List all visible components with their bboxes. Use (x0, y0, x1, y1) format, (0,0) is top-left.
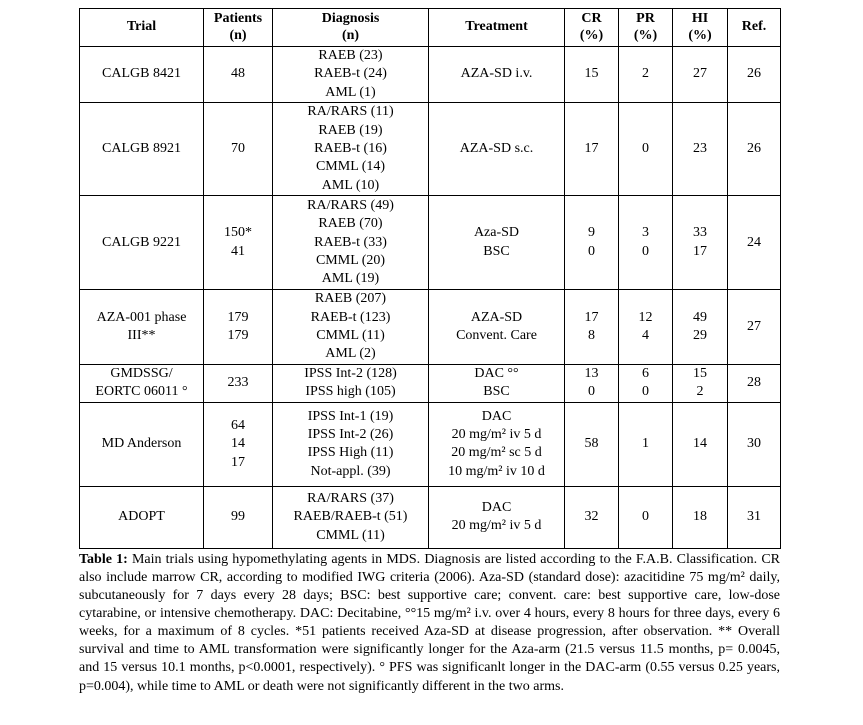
cell-diagnosis (273, 290, 429, 365)
table-row (80, 196, 781, 290)
cell-line: 9 (588, 225, 595, 241)
cell-line: RAEB (23) (318, 48, 383, 63)
cell-line: BSC (483, 243, 510, 259)
cell-cr (565, 196, 619, 290)
cell-line: CMML (14) (315, 159, 386, 175)
cell-line: 26 (747, 66, 761, 82)
cell-cr (565, 402, 619, 486)
cell-line: III** (127, 328, 156, 344)
cell-treatment (429, 486, 565, 548)
cell-line: 20 mg/m² iv 5 d (451, 518, 542, 534)
cell-line: CALGB 8921 (102, 141, 181, 157)
cell-ref (728, 402, 781, 486)
cell-pr (619, 364, 673, 402)
cell-line: 30 (747, 436, 761, 452)
cell-line: RAEB (19) (318, 122, 383, 138)
cell-ref (728, 196, 781, 290)
cell-diagnosis (273, 402, 429, 486)
cell-line: EORTC 06011 ° (95, 384, 188, 400)
cell-patients (204, 290, 273, 365)
cell-line: 31 (747, 509, 761, 525)
cell-trial (80, 103, 204, 196)
cell-line: 4 (642, 328, 649, 344)
cell-patients (204, 47, 273, 103)
cell-line: 0 (642, 141, 649, 157)
cell-line: 15 (584, 66, 599, 82)
cell-line: 41 (231, 243, 245, 259)
cell-treatment (429, 103, 565, 196)
cell-line: 20 mg/m² iv 5 d (451, 426, 542, 442)
cell-line: 150* (224, 225, 252, 241)
cell-line: 3 (642, 225, 649, 241)
header-line: Trial (126, 19, 157, 35)
cell-line: RA/RARS (37) (307, 490, 394, 506)
table-row (80, 47, 781, 103)
cell-ref (728, 486, 781, 548)
cell-ref (728, 103, 781, 196)
header-line: (%) (579, 27, 604, 43)
cell-pr (619, 103, 673, 196)
cell-hi (673, 402, 728, 486)
cell-treatment (429, 290, 565, 365)
cell-patients (204, 402, 273, 486)
cell-line: 8 (588, 328, 595, 344)
cell-cr (565, 290, 619, 365)
cell-line: 0 (588, 384, 595, 400)
cell-line: BSC (483, 384, 510, 400)
cell-line: DAC °° (474, 365, 519, 381)
cell-line: 14 (231, 436, 245, 452)
cell-pr (619, 402, 673, 486)
cell-line: 99 (231, 509, 245, 525)
cell-line: 17 (693, 243, 707, 259)
cell-line: 18 (693, 509, 707, 525)
cell-ref (728, 47, 781, 103)
header-line: CR (581, 11, 602, 26)
cell-line: AZA-SD (470, 309, 523, 325)
cell-line: 2 (696, 384, 704, 400)
cell-line: GMDSSG/ (110, 365, 173, 381)
cell-line: MD Anderson (101, 436, 182, 452)
cell-trial (80, 290, 204, 365)
cell-line: IPSS high (105) (305, 384, 396, 400)
header-line: (%) (633, 27, 658, 43)
cell-line: ADOPT (118, 509, 165, 525)
cell-line: AML (1) (325, 84, 376, 100)
header-line: (n) (229, 27, 247, 43)
cell-line: 12 (638, 309, 653, 325)
cell-trial (80, 196, 204, 290)
cell-trial (80, 364, 204, 402)
cell-line: AML (19) (321, 271, 380, 287)
cell-line: 70 (231, 141, 245, 157)
cell-pr (619, 486, 673, 548)
header-line: Patients (213, 11, 263, 26)
cell-line: RA/RARS (49) (307, 197, 394, 213)
cell-line: IPSS Int-1 (19) (307, 408, 394, 424)
table-row (80, 290, 781, 365)
header-row (80, 9, 781, 47)
header-hi (673, 9, 728, 47)
cell-line: AML (10) (321, 177, 380, 193)
cell-diagnosis (273, 364, 429, 402)
cell-line: AML (2) (325, 346, 376, 362)
cell-line: 28 (747, 375, 761, 391)
header-cr (565, 9, 619, 47)
cell-line: 2 (642, 66, 649, 82)
cell-hi (673, 290, 728, 365)
header-line: (%) (688, 27, 712, 43)
cell-treatment (429, 402, 565, 486)
cell-hi (673, 47, 728, 103)
cell-diagnosis (273, 103, 429, 196)
cell-treatment (429, 196, 565, 290)
cell-line: 0 (642, 243, 649, 259)
cell-hi (673, 103, 728, 196)
cell-line: CMML (11) (316, 328, 385, 344)
header-patients (204, 9, 273, 47)
cell-line: AZA-SD i.v. (460, 66, 533, 82)
cell-line: 233 (227, 375, 249, 391)
cell-line: RAEB (70) (318, 216, 383, 232)
cell-pr (619, 290, 673, 365)
cell-pr (619, 196, 673, 290)
cell-line: 49 (693, 309, 707, 325)
cell-patients (204, 364, 273, 402)
cell-line: CMML (11) (316, 527, 385, 543)
cell-line: 179 (227, 328, 249, 344)
cell-line: 1 (642, 436, 649, 452)
header-line: Treatment (465, 19, 528, 35)
cell-line: 24 (747, 234, 761, 250)
cell-line: 48 (231, 66, 245, 82)
cell-line: 32 (584, 509, 599, 525)
cell-line: 15 (693, 365, 707, 381)
cell-line: RAEB-t (123) (310, 309, 391, 325)
cell-line: 20 mg/m² sc 5 d (451, 445, 542, 461)
cell-line: CALGB 8421 (102, 66, 181, 82)
cell-line: IPSS Int-2 (128) (304, 365, 397, 381)
table-row (80, 402, 781, 486)
cell-line: AZA-001 phase (96, 309, 187, 325)
cell-line: 179 (227, 309, 249, 325)
header-trial (80, 9, 204, 47)
cell-line: 0 (642, 384, 649, 400)
cell-line: 10 mg/m² iv 10 d (448, 463, 545, 479)
cell-ref (728, 290, 781, 365)
cell-line: 17 (584, 309, 599, 325)
cell-patients (204, 486, 273, 548)
header-line: (n) (341, 27, 360, 43)
cell-hi (673, 364, 728, 402)
cell-treatment (429, 47, 565, 103)
cell-line: RAEB-t (16) (314, 141, 387, 157)
cell-hi (673, 196, 728, 290)
cell-patients (204, 196, 273, 290)
cell-line: 13 (584, 365, 599, 381)
header-treatment (429, 9, 565, 47)
cell-pr (619, 47, 673, 103)
cell-diagnosis (273, 196, 429, 290)
cell-cr (565, 47, 619, 103)
cell-trial (80, 47, 204, 103)
cell-line: 0 (642, 509, 649, 525)
cell-hi (673, 486, 728, 548)
cell-ref (728, 364, 781, 402)
cell-line: Not-appl. (39) (310, 463, 391, 479)
cell-line: 0 (588, 243, 595, 259)
header-line: PR (636, 11, 655, 26)
caption-label: Table 1: (79, 551, 128, 567)
cell-diagnosis (273, 47, 429, 103)
cell-line: AZA-SD s.c. (459, 141, 534, 157)
cell-line: Convent. Care (456, 328, 537, 344)
cell-diagnosis (273, 486, 429, 548)
header-line: Diagnosis (321, 11, 380, 26)
cell-trial (80, 486, 204, 548)
header-line: Ref. (741, 19, 767, 35)
cell-line: Aza-SD (473, 225, 520, 241)
cell-line: CMML (20) (315, 252, 386, 268)
cell-line: 6 (642, 365, 649, 381)
cell-cr (565, 486, 619, 548)
cell-line: 58 (584, 436, 599, 452)
cell-cr (565, 364, 619, 402)
cell-line: 33 (693, 225, 707, 241)
header-line: HI (691, 11, 709, 26)
cell-patients (204, 103, 273, 196)
cell-line: IPSS High (11) (307, 445, 394, 461)
cell-cr (565, 103, 619, 196)
cell-line: RAEB/RAEB-t (51) (293, 509, 408, 525)
cell-line: CALGB 9221 (102, 234, 181, 250)
table-row (80, 103, 781, 196)
cell-line: 27 (693, 66, 707, 82)
cell-line: DAC (481, 499, 512, 515)
table-row (80, 486, 781, 548)
trials-table (79, 8, 781, 549)
cell-line: RAEB-t (24) (314, 66, 387, 82)
table-body (80, 47, 781, 549)
caption-text: Main trials using hypomethylating agents in MDS. Diagnosis are listed according to the F.A.B. Classification. CR also include marrow CR, according to modified IWG criteria (2006). Aza-SD (standard dose): azacitidine 75 mg/m² daily, subcutaneously for 7 days every 28 days; BSC: best supportive care; convent. care: best supportive care, low-dose cytarabine, or intensive chemotherapy. DAC: Decitabine, °°15 mg/m² i.v. over 4 hours, every 8 hours for three days, every 6 weeks, for a maximum of 8 cycles. *51 patients received Aza-SD at disease progression, after observation. ** Overall survival and time to AML transformation were significantly longer for the Aza-arm (21.5 versus 11.5 months, p= 0.0045, and 15 versus 10.1 months, p<0.0001, respectively). ° PFS was significanlt longer in the DAC-arm (0.55 versus 0.25 years, p=0.004), while time to AML or death were not significantly different in the two arms. (79, 551, 780, 694)
header-diagnosis (273, 9, 429, 47)
cell-line: 17 (584, 141, 599, 157)
cell-line: RA/RARS (11) (307, 104, 394, 120)
cell-treatment (429, 364, 565, 402)
table-figure (79, 8, 780, 696)
cell-line: RAEB (207) (314, 291, 387, 307)
table-caption (79, 551, 780, 696)
cell-line: 27 (747, 318, 761, 334)
cell-line: 14 (693, 436, 707, 452)
cell-line: 64 (231, 417, 245, 433)
header-pr (619, 9, 673, 47)
cell-line: 29 (693, 328, 707, 344)
cell-line: 26 (747, 141, 761, 157)
cell-line: RAEB-t (33) (314, 234, 387, 250)
cell-line: DAC (481, 408, 512, 424)
cell-line: 23 (693, 141, 707, 157)
cell-line: IPSS Int-2 (26) (307, 426, 394, 442)
cell-line: 17 (231, 454, 245, 470)
cell-trial (80, 402, 204, 486)
table-row (80, 364, 781, 402)
header-ref (728, 9, 781, 47)
